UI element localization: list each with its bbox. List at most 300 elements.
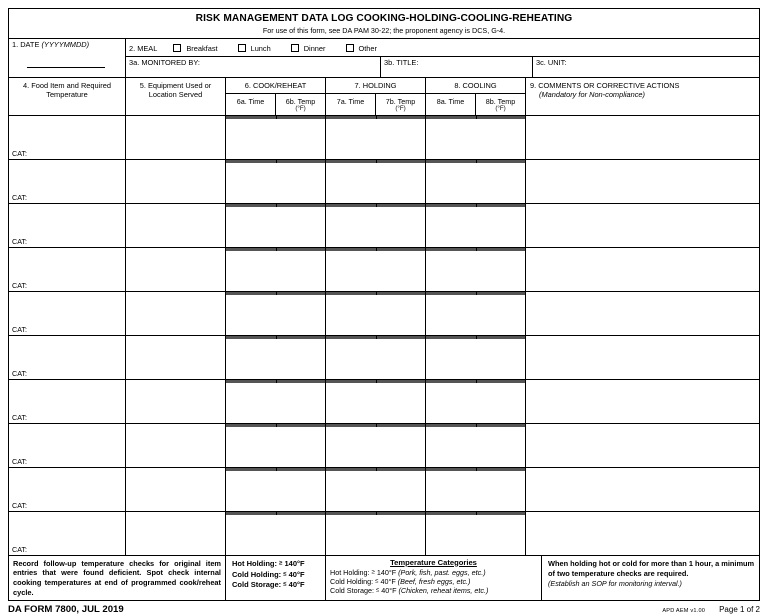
cat-label: CAT: bbox=[12, 500, 28, 510]
checkbox-icon[interactable] bbox=[238, 44, 246, 52]
entry-cell[interactable] bbox=[377, 294, 427, 295]
table-row bbox=[9, 204, 759, 248]
cat-label: CAT: bbox=[12, 544, 28, 554]
holding-cells-temp bbox=[376, 380, 427, 383]
food-item-cell[interactable] bbox=[9, 336, 125, 379]
entry-cell[interactable] bbox=[277, 118, 327, 119]
comments-cell[interactable] bbox=[525, 424, 759, 467]
entry-cell[interactable] bbox=[377, 514, 427, 515]
cat-label: CAT: bbox=[12, 412, 28, 422]
monitored-by-label: 3a. MONITORED BY: bbox=[129, 57, 200, 67]
holding-cells bbox=[325, 248, 425, 291]
instruction-right-note: (Establish an SOP for monitoring interval.) bbox=[548, 578, 682, 588]
cooling-cells bbox=[425, 160, 525, 203]
entry-cell[interactable] bbox=[426, 382, 476, 383]
comments-note: (Mandatory for Non-compliance) bbox=[539, 90, 645, 100]
cooling-cells bbox=[425, 248, 525, 291]
time-temp-pair bbox=[326, 248, 426, 251]
holding-cells-time bbox=[326, 512, 376, 515]
form-number: DA FORM 7800, JUL 2019 bbox=[8, 603, 124, 615]
equipment-cell[interactable] bbox=[125, 336, 225, 379]
food-item-cell[interactable] bbox=[9, 512, 125, 555]
cook-reheat-cells bbox=[225, 116, 325, 159]
holding-cells bbox=[325, 380, 425, 423]
time-temp-pair bbox=[226, 292, 326, 295]
holding-cells-temp bbox=[376, 468, 427, 471]
time-temp-pair bbox=[326, 160, 426, 163]
holding-cells-time bbox=[326, 468, 376, 471]
holding-cells bbox=[325, 292, 425, 335]
food-item-cell[interactable] bbox=[9, 248, 125, 291]
entry-cell[interactable] bbox=[477, 382, 527, 383]
entry-cell[interactable] bbox=[377, 250, 427, 251]
holding-cells-temp bbox=[376, 292, 427, 295]
entry-cell[interactable] bbox=[326, 294, 376, 295]
entry-cell[interactable] bbox=[326, 338, 376, 339]
time-temp-pair bbox=[326, 292, 426, 295]
cooling-cells-time bbox=[426, 424, 476, 427]
cook-reheat-cells-temp bbox=[276, 116, 327, 119]
cook-reheat-cells-temp bbox=[276, 292, 327, 295]
group-title: 7. HOLDING bbox=[326, 78, 425, 94]
entry-cell[interactable] bbox=[326, 250, 376, 251]
column-header-7a-time: 7a. Time bbox=[336, 96, 365, 106]
time-temp-pair bbox=[426, 292, 526, 295]
equipment-cell[interactable] bbox=[125, 160, 225, 203]
categories-title: Temperature Categories bbox=[390, 557, 477, 567]
cook-reheat-cells bbox=[225, 292, 325, 335]
cooling-cells-temp bbox=[476, 380, 527, 383]
entry-cell[interactable] bbox=[277, 250, 327, 251]
meal-option-dinner[interactable] bbox=[291, 44, 326, 53]
entry-cell[interactable] bbox=[226, 426, 276, 427]
cat-label: CAT: bbox=[12, 236, 28, 246]
cooling-cells bbox=[425, 380, 525, 423]
comments-cell[interactable] bbox=[525, 292, 759, 335]
holding-cells-temp bbox=[376, 160, 427, 163]
title-label: 3b. TITLE: bbox=[384, 57, 419, 67]
entry-cell[interactable] bbox=[326, 162, 376, 163]
cooling-cells-temp bbox=[476, 204, 527, 207]
cooling-cells-temp bbox=[476, 468, 527, 471]
cooling-cells-time bbox=[426, 292, 476, 295]
instruction-right bbox=[541, 556, 759, 600]
entry-cell[interactable] bbox=[226, 162, 276, 163]
equipment-line1: 5. Equipment Used or bbox=[139, 80, 212, 90]
time-temp-pair bbox=[426, 512, 526, 515]
time-temp-pair bbox=[226, 512, 326, 515]
entry-cell[interactable] bbox=[426, 470, 476, 471]
holding-cells bbox=[325, 468, 425, 511]
cat-label: CAT: bbox=[12, 192, 28, 202]
cook-reheat-cells-time bbox=[226, 336, 276, 339]
table-row bbox=[9, 292, 759, 336]
entry-cell[interactable] bbox=[477, 338, 527, 339]
cook-reheat-cells-temp bbox=[276, 160, 327, 163]
data-blocks bbox=[9, 116, 759, 556]
holding-cells-time bbox=[326, 204, 376, 207]
food-item-cell[interactable] bbox=[9, 116, 125, 159]
page-number: Page 1 of 2 bbox=[719, 604, 760, 614]
entry-cell[interactable] bbox=[377, 338, 427, 339]
meal-option-label: Other bbox=[358, 43, 377, 53]
time-temp-pair bbox=[226, 336, 326, 339]
entry-cell[interactable] bbox=[426, 514, 476, 515]
time-temp-pair bbox=[426, 160, 526, 163]
comments-cell[interactable] bbox=[525, 380, 759, 423]
cooling-cells bbox=[425, 424, 525, 467]
cook-reheat-cells bbox=[225, 248, 325, 291]
cooling-cells-temp bbox=[476, 292, 527, 295]
entry-cell[interactable] bbox=[277, 514, 327, 515]
comments-cell[interactable] bbox=[525, 116, 759, 159]
time-temp-pair bbox=[426, 424, 526, 427]
cook-reheat-cells bbox=[225, 204, 325, 247]
holding-cells-temp bbox=[376, 512, 427, 515]
cook-reheat-cells-temp bbox=[276, 424, 327, 427]
equipment-cell[interactable] bbox=[125, 292, 225, 335]
meal-option-label: Breakfast bbox=[186, 43, 218, 53]
table-row bbox=[9, 380, 759, 424]
column-header-food-item bbox=[9, 78, 125, 115]
holding-cells-time bbox=[326, 116, 376, 119]
category-hot-holding: Hot Holding: ≥ 140°F (Pork, fish, past. eggs, etc.) bbox=[330, 567, 486, 577]
cooling-cells bbox=[425, 292, 525, 335]
checkbox-icon[interactable] bbox=[173, 44, 181, 52]
checkbox-icon[interactable] bbox=[346, 44, 354, 52]
entry-cell[interactable] bbox=[477, 514, 527, 515]
column-header-6b-temp: 6b. Temp (°F) bbox=[275, 94, 325, 115]
column-header-cook-reheat bbox=[225, 78, 325, 115]
cooling-cells bbox=[425, 336, 525, 379]
food-item-cell[interactable] bbox=[9, 292, 125, 335]
column-header-cooling bbox=[425, 78, 525, 115]
cat-label: CAT: bbox=[12, 456, 28, 466]
time-temp-pair bbox=[326, 512, 426, 515]
meal-row bbox=[126, 39, 759, 56]
table-row bbox=[9, 160, 759, 204]
meal-option-label: Lunch bbox=[250, 43, 271, 53]
cooling-cells-temp bbox=[476, 116, 527, 119]
entry-cell[interactable] bbox=[377, 162, 427, 163]
cook-reheat-cells-temp bbox=[276, 248, 327, 251]
cooling-cells bbox=[425, 468, 525, 511]
entry-cell[interactable] bbox=[326, 382, 376, 383]
entry-cell[interactable] bbox=[226, 118, 276, 119]
cooling-cells-temp bbox=[476, 424, 527, 427]
time-temp-pair bbox=[426, 204, 526, 207]
category-cold-storage: Cold Storage: ≤ 40°F (Chicken, reheat items, etc.) bbox=[330, 586, 489, 596]
holding-cells-temp bbox=[376, 248, 427, 251]
entry-cell[interactable] bbox=[426, 118, 476, 119]
form-subtitle: For use of this form, see DA PAM 30-22; the proponent agency is DCS, G-4. bbox=[262, 25, 506, 35]
cook-reheat-cells-time bbox=[226, 292, 276, 295]
meal-section bbox=[125, 39, 759, 77]
column-header-8a-time: 8a. Time bbox=[436, 96, 465, 106]
cat-label: CAT: bbox=[12, 324, 28, 334]
equipment-cell[interactable] bbox=[125, 380, 225, 423]
time-temp-pair bbox=[426, 468, 526, 471]
equipment-cell[interactable] bbox=[125, 512, 225, 555]
equipment-cell[interactable] bbox=[125, 424, 225, 467]
limit-cold-storage: Cold Storage: ≤ 40°F bbox=[232, 580, 305, 590]
equipment-cell[interactable] bbox=[125, 248, 225, 291]
cook-reheat-cells-temp bbox=[276, 512, 327, 515]
time-temp-pair bbox=[226, 248, 326, 251]
holding-cells bbox=[325, 424, 425, 467]
time-temp-pair bbox=[426, 336, 526, 339]
time-temp-pair bbox=[226, 116, 326, 119]
entry-cell[interactable] bbox=[426, 162, 476, 163]
cook-reheat-cells-time bbox=[226, 116, 276, 119]
unit-field[interactable] bbox=[532, 57, 759, 78]
table-row bbox=[9, 248, 759, 292]
entry-cell[interactable] bbox=[226, 338, 276, 339]
cook-reheat-cells bbox=[225, 468, 325, 511]
holding-cells-time bbox=[326, 292, 376, 295]
entry-cell[interactable] bbox=[377, 118, 427, 119]
time-temp-pair bbox=[226, 468, 326, 471]
cook-reheat-cells-time bbox=[226, 380, 276, 383]
cook-reheat-cells-time bbox=[226, 248, 276, 251]
cooling-cells-temp bbox=[476, 512, 527, 515]
cooling-cells-time bbox=[426, 380, 476, 383]
cook-reheat-cells bbox=[225, 424, 325, 467]
entry-cell[interactable] bbox=[426, 426, 476, 427]
cook-reheat-cells bbox=[225, 336, 325, 379]
entry-cell[interactable] bbox=[477, 470, 527, 471]
holding-cells-time bbox=[326, 424, 376, 427]
holding-cells-time bbox=[326, 336, 376, 339]
cook-reheat-cells bbox=[225, 380, 325, 423]
cook-reheat-cells bbox=[225, 160, 325, 203]
entry-cell[interactable] bbox=[226, 294, 276, 295]
comments-title: 9. COMMENTS OR CORRECTIVE ACTIONS bbox=[530, 80, 680, 90]
equipment-cell[interactable] bbox=[125, 116, 225, 159]
column-header-equipment bbox=[125, 78, 225, 115]
column-header-comments bbox=[525, 78, 759, 115]
time-temp-pair bbox=[326, 204, 426, 207]
column-header-holding bbox=[325, 78, 425, 115]
cooling-cells bbox=[425, 116, 525, 159]
equipment-cell[interactable] bbox=[125, 204, 225, 247]
form-title-band bbox=[9, 9, 759, 39]
instruction-left: Record follow-up temperature checks for original item entries that were found deficient. Spot check internal cooking temperatures at end of programmed cook/reheat cycle. bbox=[13, 558, 221, 597]
cooling-cells-temp bbox=[476, 248, 527, 251]
food-item-cell[interactable] bbox=[9, 204, 125, 247]
entry-cell[interactable] bbox=[326, 514, 376, 515]
time-temp-pair bbox=[426, 380, 526, 383]
da-form-7800 bbox=[8, 8, 760, 601]
time-temp-pair bbox=[326, 468, 426, 471]
cooling-cells bbox=[425, 204, 525, 247]
table-row bbox=[9, 468, 759, 512]
date-label: 1. DATE (YYYYMMDD) bbox=[12, 39, 90, 49]
comments-cell[interactable] bbox=[525, 160, 759, 203]
cooling-cells bbox=[425, 512, 525, 555]
entry-cell[interactable] bbox=[277, 382, 327, 383]
cooling-cells-time bbox=[426, 336, 476, 339]
checkbox-icon[interactable] bbox=[291, 44, 299, 52]
entry-cell[interactable] bbox=[226, 470, 276, 471]
entry-cell[interactable] bbox=[477, 294, 527, 295]
table-row bbox=[9, 512, 759, 556]
entry-cell[interactable] bbox=[277, 206, 327, 207]
table-header-row bbox=[9, 78, 759, 116]
entry-cell[interactable] bbox=[477, 118, 527, 119]
entry-cell[interactable] bbox=[377, 470, 427, 471]
footer-instruction-band bbox=[9, 556, 759, 600]
group-title: 6. COOK/REHEAT bbox=[226, 78, 325, 94]
meal-option-label: Dinner bbox=[303, 43, 326, 53]
meal-option-breakfast[interactable] bbox=[173, 44, 217, 53]
comments-cell[interactable] bbox=[525, 248, 759, 291]
cook-reheat-cells-temp bbox=[276, 380, 327, 383]
cooling-cells-time bbox=[426, 204, 476, 207]
identification-row-2 bbox=[126, 56, 759, 78]
cook-reheat-cells bbox=[225, 512, 325, 555]
column-header-8b-temp: 8b. Temp (°F) bbox=[475, 94, 525, 115]
time-temp-pair bbox=[226, 160, 326, 163]
cooling-cells-time bbox=[426, 468, 476, 471]
date-input-line[interactable] bbox=[27, 67, 105, 68]
holding-cells-time bbox=[326, 248, 376, 251]
table-row bbox=[9, 424, 759, 468]
holding-cells-temp bbox=[376, 116, 427, 119]
cat-label: CAT: bbox=[12, 148, 28, 158]
comments-cell[interactable] bbox=[525, 468, 759, 511]
category-cold-holding: Cold Holding: ≤ 40°F (Beef, fresh eggs, etc.) bbox=[330, 577, 471, 586]
time-temp-pair bbox=[326, 336, 426, 339]
holding-cells bbox=[325, 204, 425, 247]
cat-label: CAT: bbox=[12, 280, 28, 290]
cook-reheat-cells-temp bbox=[276, 336, 327, 339]
monitored-by-field[interactable] bbox=[126, 57, 380, 78]
meal-label: 2. MEAL bbox=[129, 43, 158, 53]
holding-cells-time bbox=[326, 380, 376, 383]
holding-cells bbox=[325, 116, 425, 159]
entry-cell[interactable] bbox=[226, 514, 276, 515]
holding-cells-temp bbox=[376, 204, 427, 207]
entry-cell[interactable] bbox=[426, 338, 476, 339]
limit-cold-holding: Cold Holding: ≤ 40°F bbox=[232, 569, 305, 579]
cooling-cells-temp bbox=[476, 160, 527, 163]
time-temp-pair bbox=[326, 380, 426, 383]
time-temp-pair bbox=[326, 116, 426, 119]
apd-version: APD AEM v1.00 bbox=[662, 607, 706, 614]
cook-reheat-cells-temp bbox=[276, 204, 327, 207]
unit-label: 3c. UNIT: bbox=[536, 57, 567, 67]
entry-cell[interactable] bbox=[377, 206, 427, 207]
comments-cell[interactable] bbox=[525, 204, 759, 247]
holding-cells-temp bbox=[376, 424, 427, 427]
table-row bbox=[9, 116, 759, 160]
holding-cells bbox=[325, 160, 425, 203]
entry-cell[interactable] bbox=[377, 382, 427, 383]
cooling-cells-time bbox=[426, 248, 476, 251]
cook-reheat-cells-time bbox=[226, 512, 276, 515]
holding-cells-temp bbox=[376, 336, 427, 339]
form-footer-line bbox=[8, 601, 760, 615]
entry-cell[interactable] bbox=[277, 294, 327, 295]
temperature-categories bbox=[325, 556, 541, 600]
entry-cell[interactable] bbox=[426, 294, 476, 295]
food-item-line1: 4. Food Item and Required bbox=[23, 80, 111, 90]
cook-reheat-cells-time bbox=[226, 204, 276, 207]
entry-cell[interactable] bbox=[477, 162, 527, 163]
entry-cell[interactable] bbox=[477, 426, 527, 427]
group-title: 8. COOLING bbox=[426, 78, 525, 94]
cook-reheat-cells-temp bbox=[276, 468, 327, 471]
holding-cells-time bbox=[326, 160, 376, 163]
holding-cells bbox=[325, 512, 425, 555]
instruction-right-text: When holding hot or cold for more than 1 hour, a minimum of two temperature checks are required. bbox=[548, 558, 755, 578]
identification-row-1 bbox=[9, 39, 759, 78]
entry-cell[interactable] bbox=[226, 382, 276, 383]
entry-cell[interactable] bbox=[277, 162, 327, 163]
food-item-cell[interactable] bbox=[9, 160, 125, 203]
entry-cell[interactable] bbox=[277, 470, 327, 471]
column-header-6a-time: 6a. Time bbox=[236, 96, 265, 106]
temperature-limits bbox=[225, 556, 325, 600]
meal-option-lunch[interactable] bbox=[238, 44, 271, 53]
cat-label: CAT: bbox=[12, 368, 28, 378]
food-item-cell[interactable] bbox=[9, 468, 125, 511]
limit-hot-holding: Hot Holding: ≥ 140°F bbox=[232, 558, 305, 568]
entry-cell[interactable] bbox=[326, 426, 376, 427]
entry-cell[interactable] bbox=[277, 338, 327, 339]
holding-cells bbox=[325, 336, 425, 379]
cook-reheat-cells-time bbox=[226, 160, 276, 163]
entry-cell[interactable] bbox=[326, 118, 376, 119]
time-temp-pair bbox=[326, 424, 426, 427]
food-item-line2: Temperature bbox=[46, 89, 88, 99]
cooling-cells-time bbox=[426, 512, 476, 515]
entry-cell[interactable] bbox=[326, 206, 376, 207]
entry-cell[interactable] bbox=[477, 206, 527, 207]
entry-cell[interactable] bbox=[426, 206, 476, 207]
title-field[interactable] bbox=[380, 57, 532, 78]
cook-reheat-cells-time bbox=[226, 468, 276, 471]
food-item-cell[interactable] bbox=[9, 380, 125, 423]
cooling-cells-time bbox=[426, 160, 476, 163]
cooling-cells-time bbox=[426, 116, 476, 119]
entry-cell[interactable] bbox=[326, 470, 376, 471]
entry-cell[interactable] bbox=[226, 250, 276, 251]
meal-option-other[interactable] bbox=[346, 44, 377, 53]
equipment-line2: Location Served bbox=[148, 89, 203, 99]
equipment-cell[interactable] bbox=[125, 468, 225, 511]
entry-cell[interactable] bbox=[377, 426, 427, 427]
column-header-7b-temp: 7b. Temp (°F) bbox=[375, 94, 425, 115]
time-temp-pair bbox=[426, 248, 526, 251]
time-temp-pair bbox=[226, 204, 326, 207]
entry-cell[interactable] bbox=[426, 250, 476, 251]
food-item-cell[interactable] bbox=[9, 424, 125, 467]
entry-cell[interactable] bbox=[277, 426, 327, 427]
entry-cell[interactable] bbox=[226, 206, 276, 207]
comments-cell[interactable] bbox=[525, 336, 759, 379]
time-temp-pair bbox=[226, 424, 326, 427]
date-field[interactable] bbox=[9, 39, 125, 77]
comments-cell[interactable] bbox=[525, 512, 759, 555]
cook-reheat-cells-time bbox=[226, 424, 276, 427]
time-temp-pair bbox=[426, 116, 526, 119]
cooling-cells-temp bbox=[476, 336, 527, 339]
time-temp-pair bbox=[226, 380, 326, 383]
page-title: RISK MANAGEMENT DATA LOG COOKING-HOLDING-COOLING-REHEATING bbox=[195, 13, 573, 24]
entry-cell[interactable] bbox=[477, 250, 527, 251]
